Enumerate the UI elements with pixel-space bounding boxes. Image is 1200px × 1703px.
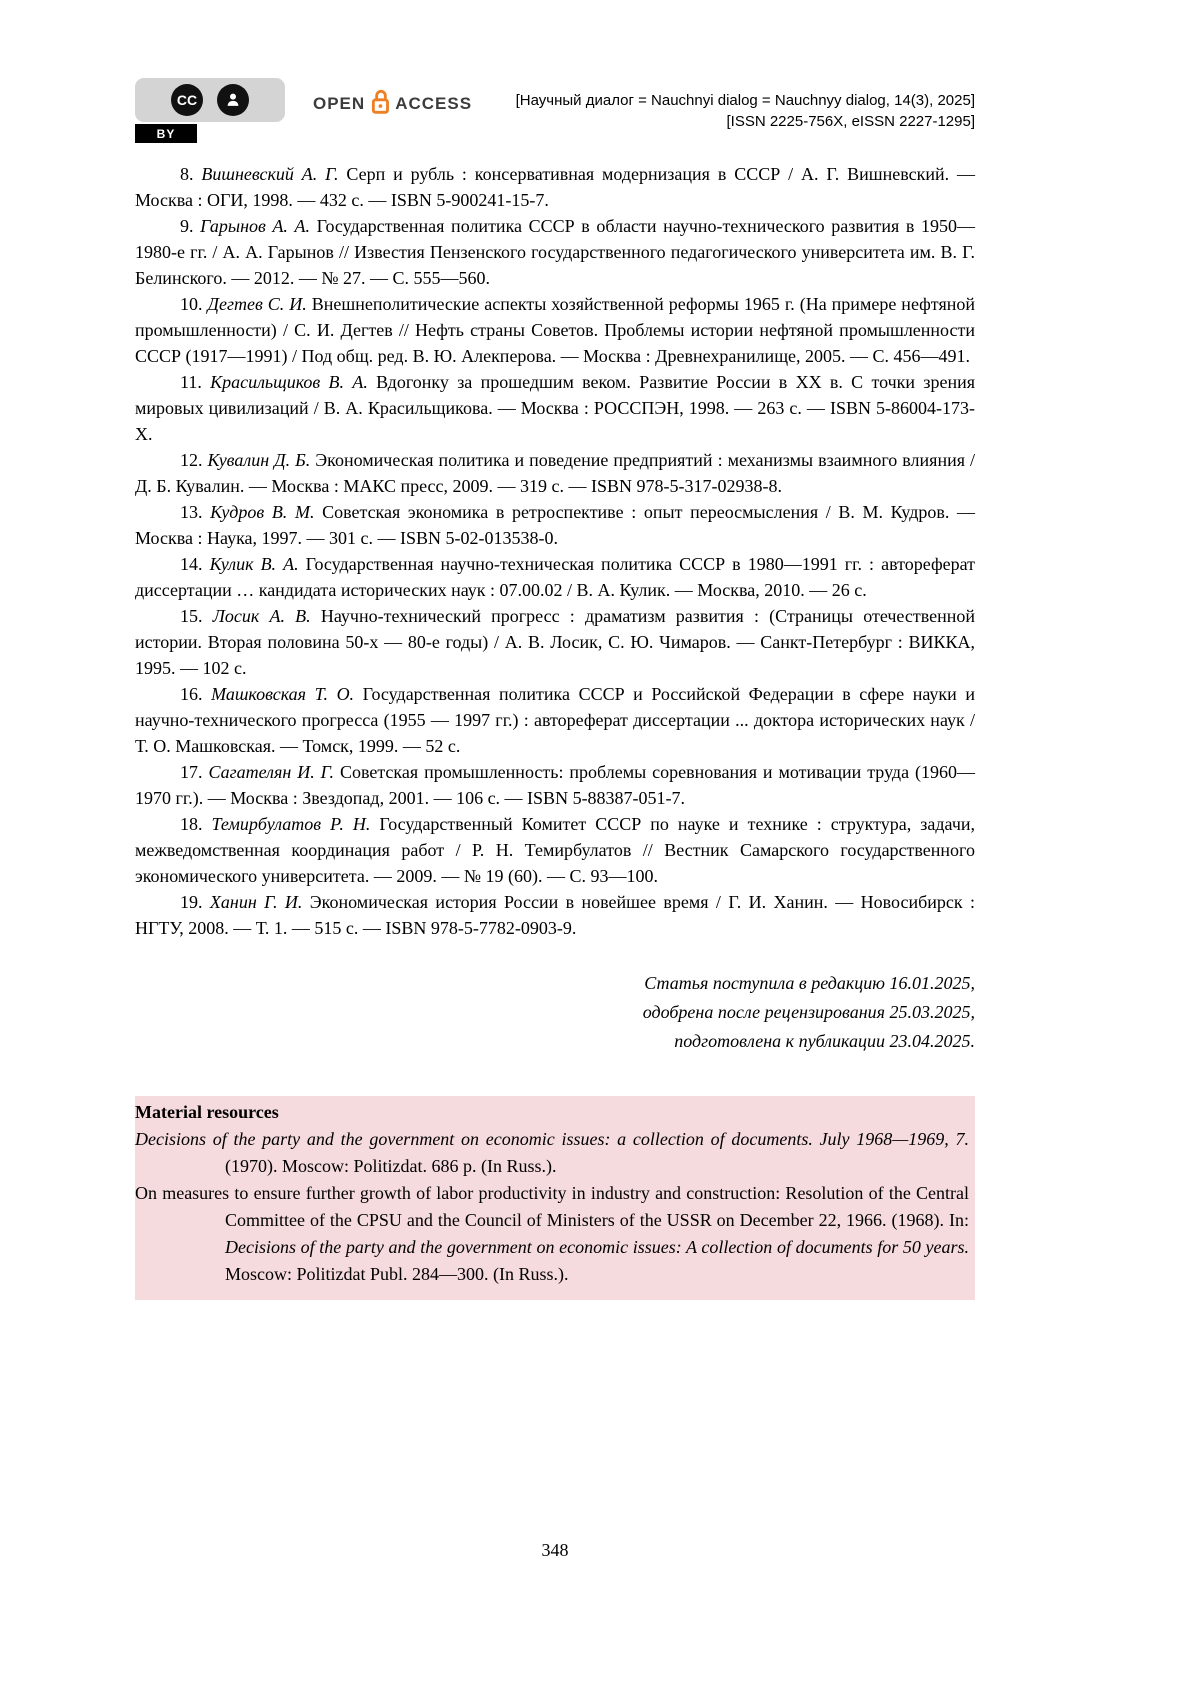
reference-item <box>135 447 975 499</box>
page-header <box>135 78 975 143</box>
reference-author: Гарынов А. А. <box>200 216 317 236</box>
reference-author: Кудров В. М. <box>210 502 323 522</box>
reference-author: Вишневский А. Г. <box>201 164 347 184</box>
journal-citation-line: [Научный диалог = Nauchnyi dialog = Nauchnyy dialog, 14(3), 2025] <box>515 92 975 109</box>
submission-prepared-line: подготовлена к публикации 23.04.2025. <box>674 1031 975 1051</box>
reference-author: Лосик А. В. <box>212 606 321 626</box>
reference-text: Государственный Комитет СССР по науке и технике : структура, задачи, межведомственная координация работ / Р. Н. Темирбулатов // Вестник Самарского государственного экономического университета. — 2009. — № 19 (60). — С. 93—100. <box>135 814 976 886</box>
reference-number: 19. <box>180 892 210 912</box>
open-access-access-label: ACCESS <box>395 94 473 113</box>
reference-text: Вдогонку за прошедшим веком. Развитие России в XX в. С точки зрения мировых цивилизаций / В. А. Красильщикова. — Москва : РОССПЭН, 1998. — 263 с. — ISBN 5-86004-173-X. <box>135 372 975 444</box>
material-resource-item <box>135 1126 969 1180</box>
reference-number: 11. <box>180 372 211 392</box>
reference-author: Машковская Т. О. <box>211 684 363 704</box>
submission-received-line: Статья поступила в редакцию 16.01.2025, <box>644 973 975 993</box>
reference-item <box>135 603 975 681</box>
reference-text: Советская экономика в ретроспективе : опыт переосмысления / В. М. Кудров. — Москва : Наука, 1997. — 301 с. — ISBN 5-02-013538-0. <box>135 502 975 548</box>
material-resources-heading: Material resources <box>135 1102 279 1122</box>
reference-item <box>135 369 975 447</box>
reference-text: Внешнеполитические аспекты хозяйственной реформы 1965 г. (На примере нефтяной промышленности) / С. И. Дегтев // Нефть страны Советов. Проблемы истории нефтяной промышленности СССР (1917—1991) / Под общ. ред. В. Ю. Алекперова. — Москва : Древнехранилище, 2005. — С. 456—491. <box>135 294 975 366</box>
reference-author: Ханин Г. И. <box>209 892 310 912</box>
submission-note <box>135 969 975 1056</box>
reference-text: Серп и рубль : консервативная модернизация в СССР / А. Г. Вишневский. — Москва : ОГИ, 1998. — 432 с. — ISBN 5-900241-15-7. <box>135 164 976 210</box>
person-icon <box>217 84 249 116</box>
reference-item <box>135 161 975 213</box>
cc-badge-icons <box>135 78 285 122</box>
material-resource-text: On measures to ensure further growth of labor productivity in industry and construction: Resolution of the Central Committee of the CPSU and the Council of Ministers of the USSR on December 22, 1966. (1968). In: <box>135 1183 969 1230</box>
material-resource-title: Decisions of the party and the government on economic issues: a collection of documents. July 1968—1969, 7. <box>135 1129 969 1149</box>
material-resource-text: (1970). Moscow: Politizdat. 686 p. (In Russ.). <box>225 1156 557 1176</box>
reference-text: Научно-технический прогресс : драматизм развития : (Страницы отечественной истории. Вторая половина 50-х — 80-е годы) / А. В. Лосик, С. Ю. Чимаров. — Санкт-Петербург : ВИККА, 1995. — 102 с. <box>135 606 975 678</box>
cc-by-badge <box>135 78 285 143</box>
references-list <box>135 161 975 941</box>
reference-author: Сагателян И. Г. <box>208 762 340 782</box>
reference-author: Дегтев С. И. <box>207 294 312 314</box>
reference-number: 15. <box>180 606 213 626</box>
reference-text: Государственная политика СССР в области научно-технического развития в 1950—1980-е гг. / А. А. Гарынов // Известия Пензенского государственного педагогического университета им. В. Г. Белинского. — 2012. — № 27. — С. 555—560. <box>135 216 975 288</box>
material-resource-item <box>135 1180 969 1288</box>
reference-number: 13. <box>180 502 211 522</box>
material-resource-title: Decisions of the party and the government on economic issues: A collection of documents for 50 years. <box>225 1237 969 1257</box>
journal-citation-block <box>516 78 975 132</box>
open-lock-icon <box>370 88 390 120</box>
cc-by-label: BY <box>135 124 197 143</box>
open-access-logo <box>313 88 472 120</box>
reference-item <box>135 759 975 811</box>
reference-author: Кулик В. А. <box>209 554 306 574</box>
reference-number: 8. <box>180 164 202 184</box>
reference-number: 18. <box>180 814 212 834</box>
reference-text: Государственная политика СССР и Российской Федерации в сфере науки и научно-технического прогресса (1955 — 1997 гг.) : автореферат диссертации ... доктора исторических наук / Т. О. Машковская. — Томск, 1999. — 52 с. <box>135 684 976 756</box>
reference-number: 10. <box>180 294 208 314</box>
reference-item <box>135 499 975 551</box>
reference-number: 17. <box>180 762 209 782</box>
reference-item <box>135 213 975 291</box>
reference-number: 12. <box>180 450 208 470</box>
submission-approved-line: одобрена после рецензирования 25.03.2025, <box>642 1002 975 1022</box>
reference-item <box>135 889 975 941</box>
cc-icon: CC <box>171 84 203 116</box>
reference-number: 16. <box>180 684 212 704</box>
reference-text: Государственная научно-техническая политика СССР в 1980—1991 гг. : автореферат диссертации … кандидата исторических наук : 07.00.02 / В. А. Кулик. — Москва, 2010. — 26 с. <box>135 554 975 600</box>
reference-text: Советская промышленность: проблемы соревнования и мотивации труда (1960—1970 гг.). — Москва : Звездопад, 2001. — 106 с. — ISBN 5-88387-051-7. <box>135 762 975 808</box>
reference-number: 14. <box>180 554 210 574</box>
reference-text: Экономическая политика и поведение предприятий : механизмы взаимного влияния / Д. Б. Кувалин. — Москва : МАКС пресс, 2009. — 319 с. — ISBN 978-5-317-02938-8. <box>135 450 975 496</box>
material-resource-text: Moscow: Politizdat Publ. 284—300. (In Russ.). <box>225 1264 569 1284</box>
reference-text: Экономическая история России в новейшее время / Г. И. Ханин. — Новосибирск : НГТУ, 2008. — Т. 1. — 515 с. — ISBN 978-5-7782-0903-9. <box>135 892 975 938</box>
reference-author: Темирбулатов Р. Н. <box>211 814 380 834</box>
reference-item <box>135 291 975 369</box>
reference-item <box>135 681 975 759</box>
license-badges <box>135 78 472 143</box>
reference-item <box>135 551 975 603</box>
open-access-open-label: OPEN <box>313 94 366 113</box>
issn-line: [ISSN 2225-756X, eISSN 2227-1295] <box>726 113 975 130</box>
page-number: 348 <box>541 1540 569 1560</box>
reference-author: Красильщиков В. А. <box>210 372 377 392</box>
reference-item <box>135 811 975 889</box>
reference-author: Кувалин Д. Б. <box>207 450 316 470</box>
reference-number: 9. <box>180 216 201 236</box>
material-resources-section <box>135 1096 975 1300</box>
